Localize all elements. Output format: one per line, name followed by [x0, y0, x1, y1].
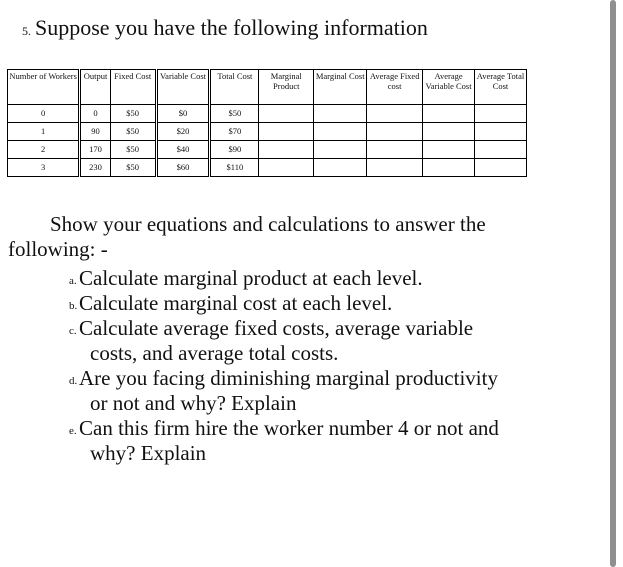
cell-marginal-cost [314, 105, 367, 123]
cell-workers: 3 [8, 159, 80, 177]
cell-marginal-cost [314, 141, 367, 159]
item-text-continued: why? Explain [90, 441, 207, 465]
cell-average-variable-cost [423, 141, 475, 159]
cell-workers: 0 [8, 105, 80, 123]
list-item [0, 291, 550, 316]
col-header-workers: Number of Workers [8, 70, 80, 105]
item-text: Calculate marginal cost at each level. [79, 291, 393, 315]
question-text: Suppose you have the following information [35, 15, 428, 40]
cell-variable-cost: $20 [156, 123, 210, 141]
table-row [8, 159, 527, 177]
question-number: 5. [22, 24, 31, 38]
cell-average-fixed-cost [367, 123, 423, 141]
col-header-average-fixed-cost: Average Fixed cost [367, 70, 423, 105]
cell-variable-cost: $40 [156, 141, 210, 159]
col-header-output: Output [80, 70, 111, 105]
table-row [8, 141, 527, 159]
cell-output: 90 [80, 123, 111, 141]
cell-average-total-cost [475, 141, 527, 159]
cell-fixed-cost: $50 [110, 141, 156, 159]
cell-output: 0 [80, 105, 111, 123]
item-text-continued: costs, and average total costs. [90, 341, 339, 365]
col-header-total-cost: Total Cost [210, 70, 259, 105]
cell-total-cost: $50 [210, 105, 259, 123]
question-list [0, 266, 560, 466]
list-item [0, 416, 550, 466]
item-text: Calculate average fixed costs, average variable [79, 316, 474, 340]
cell-marginal-product [259, 159, 314, 177]
table-row [8, 105, 527, 123]
instructions-line-1: Show your equations and calculations to answer the [50, 212, 486, 236]
cell-marginal-cost [314, 123, 367, 141]
col-header-marginal-cost: Marginal Cost [314, 70, 367, 105]
item-letter: e. [69, 425, 77, 437]
cell-workers: 2 [8, 141, 80, 159]
cell-average-variable-cost [423, 159, 475, 177]
cell-average-fixed-cost [367, 141, 423, 159]
cell-total-cost: $70 [210, 123, 259, 141]
cell-average-fixed-cost [367, 159, 423, 177]
cell-average-fixed-cost [367, 105, 423, 123]
col-header-variable-cost: Variable Cost [156, 70, 210, 105]
cell-marginal-product [259, 141, 314, 159]
cell-variable-cost: $0 [156, 105, 210, 123]
cell-average-variable-cost [423, 105, 475, 123]
item-letter: c. [69, 325, 77, 337]
item-text-continued: or not and why? Explain [90, 391, 297, 415]
col-header-fixed-cost: Fixed Cost [110, 70, 156, 105]
col-header-average-total-cost: Average Total Cost [475, 70, 527, 105]
cell-fixed-cost: $50 [110, 123, 156, 141]
cell-fixed-cost: $50 [110, 105, 156, 123]
cell-average-variable-cost [423, 123, 475, 141]
cell-output: 230 [80, 159, 111, 177]
cell-output: 170 [80, 141, 111, 159]
list-item [0, 266, 550, 291]
cell-marginal-cost [314, 159, 367, 177]
cell-marginal-product [259, 105, 314, 123]
cost-table [7, 69, 527, 177]
cell-average-total-cost [475, 105, 527, 123]
item-letter: b. [69, 300, 78, 312]
table-row [8, 123, 527, 141]
col-header-average-variable-cost: Average Variable Cost [423, 70, 475, 105]
instructions [8, 212, 548, 262]
cell-workers: 1 [8, 123, 80, 141]
cell-total-cost: $90 [210, 141, 259, 159]
cell-fixed-cost: $50 [110, 159, 156, 177]
item-letter: d. [69, 375, 78, 387]
table-header-row [8, 70, 527, 105]
item-text: Calculate marginal product at each level. [79, 266, 423, 290]
item-text: Are you facing diminishing marginal productivity [79, 366, 498, 390]
cell-average-total-cost [475, 159, 527, 177]
list-item [0, 316, 550, 366]
cell-marginal-product [259, 123, 314, 141]
instructions-line-2: following: - [8, 237, 108, 261]
scrollbar[interactable] [610, 0, 616, 567]
list-item [0, 366, 550, 416]
item-text: Can this firm hire the worker number 4 or not and [79, 416, 499, 440]
question-heading [22, 14, 428, 45]
cell-variable-cost: $60 [156, 159, 210, 177]
item-letter: a. [69, 275, 77, 287]
col-header-marginal-product: Marginal Product [259, 70, 314, 105]
cell-average-total-cost [475, 123, 527, 141]
cell-total-cost: $110 [210, 159, 259, 177]
